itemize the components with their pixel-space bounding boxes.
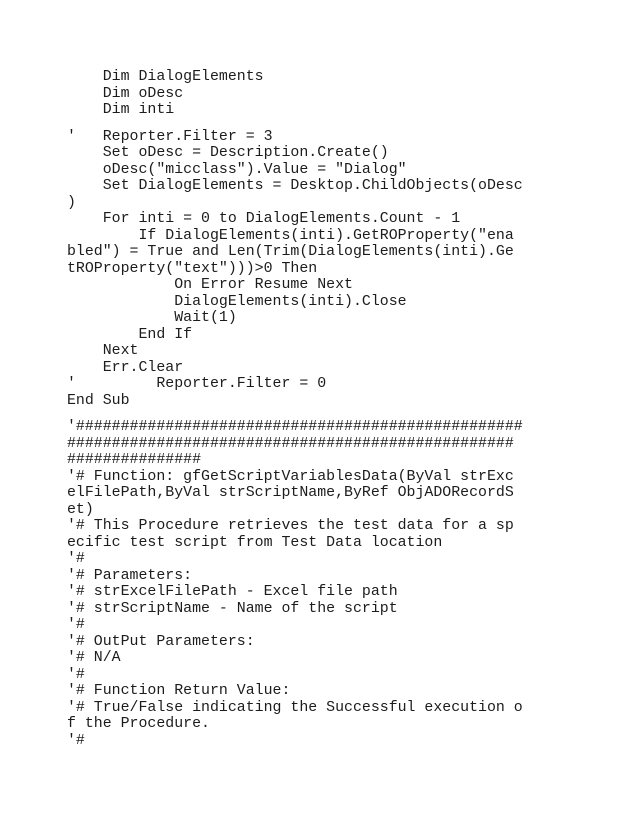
code-line: ############### [67,452,202,468]
code-line: ' Reporter.Filter = 3 [67,128,273,145]
code-line: Set DialogElements = Desktop.ChildObjects(oDesc [67,178,523,194]
code-line: DialogElements(inti).Close [67,293,407,310]
code-line: tROProperty("text")))>0 Then [67,260,318,277]
code-line: '# [67,551,85,567]
code-line: f the Procedure. [67,716,210,732]
code-line: '# [67,617,85,633]
code-line: '# Parameters: [67,567,193,584]
code-line: '# N/A [67,650,121,666]
code-line: '# True/False indicating the Successful execution o [67,699,523,716]
code-line: '################################################## [67,419,523,435]
variable-declarations-block [67,69,587,119]
code-line: Wait(1) [67,310,237,326]
code-line: '# strScriptName - Name of the script [67,600,398,617]
code-line: '# strExcelFilePath - Excel file path [67,584,398,600]
function-header-comment-block [67,419,587,749]
code-line: '# [67,666,85,683]
code-line: '# Function Return Value: [67,683,291,699]
code-line: End If [67,326,193,343]
code-line: For inti = 0 to DialogElements.Count - 1 [67,211,461,227]
code-line: Dim inti [67,102,175,118]
code-line: '# OutPut Parameters: [67,633,255,650]
code-line: On Error Resume Next [67,277,353,293]
code-line: ecific test script from Test Data location [67,534,443,551]
code-line: elFilePath,ByVal strScriptName,ByRef ObjADORecordS [67,485,514,501]
code-line: Dim DialogElements [67,69,264,85]
code-page [67,69,587,749]
close-dialogs-block [67,129,587,410]
code-line: Set oDesc = Description.Create() [67,145,389,161]
code-line: et) [67,501,94,518]
code-line: bled") = True and Len(Trim(DialogElements(inti).Ge [67,244,514,260]
code-line: oDesc("micclass").Value = "Dialog" [67,161,407,178]
code-line: End Sub [67,392,130,409]
code-line: If DialogElements(inti).GetROProperty("ena [67,227,514,244]
code-line: Err.Clear [67,359,184,376]
code-line: Dim oDesc [67,85,184,102]
code-line: Next [67,343,139,359]
code-line: ' Reporter.Filter = 0 [67,376,327,392]
code-line: ################################################## [67,435,514,452]
code-line: ) [67,194,76,211]
code-line: '# This Procedure retrieves the test data for a sp [67,518,514,534]
code-line: '# [67,732,85,749]
code-line: '# Function: gfGetScriptVariablesData(ByVal strExc [67,468,514,485]
